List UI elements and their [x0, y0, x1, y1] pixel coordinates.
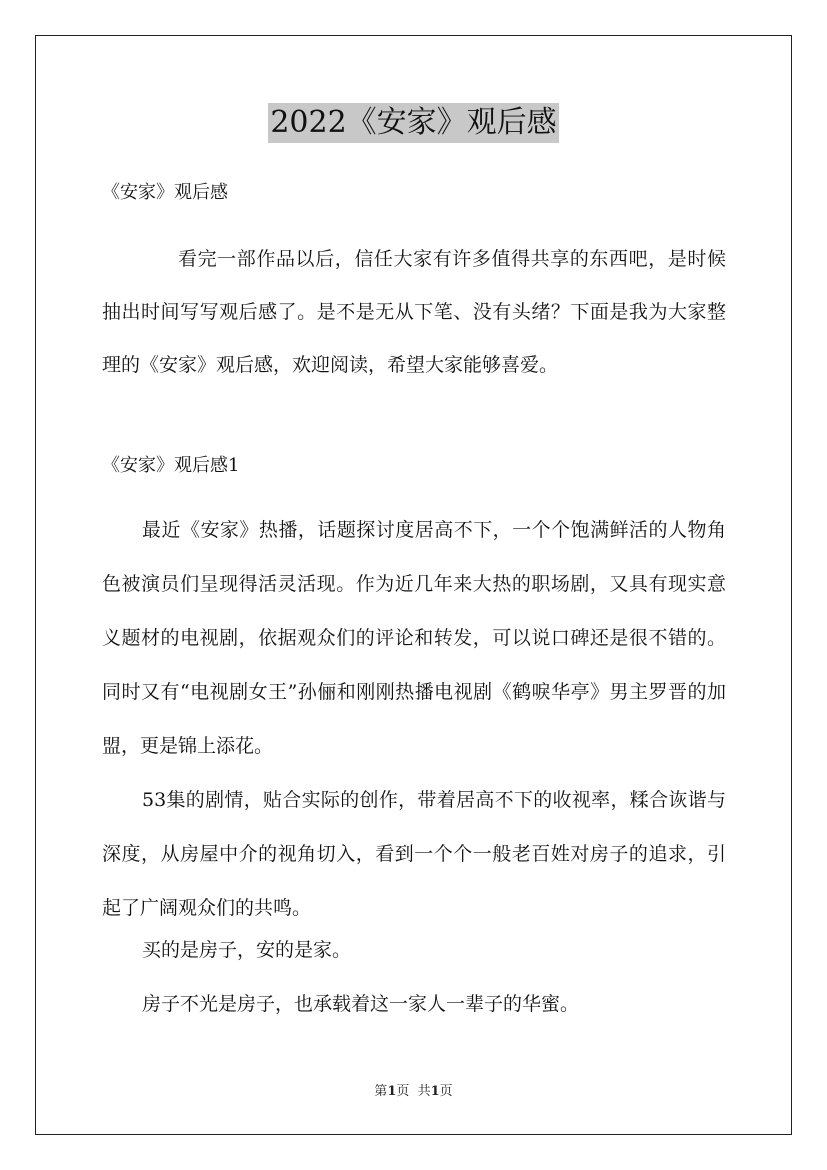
footer-page-prefix: 第 — [374, 1084, 388, 1099]
section1-paragraph-4: 房子不光是房子，也承载着这一家人一辈子的华蜜。 — [142, 993, 580, 1015]
section1-paragraph-3: 买的是房子，安的是家。 — [142, 939, 352, 961]
title-container — [0, 103, 827, 143]
section1-heading: 《安家》观后感1 — [102, 455, 240, 476]
page-footer — [0, 1083, 827, 1101]
intro-paragraph: 看完一部作品以后，信任大家有许多值得共享的东西吧，是时候抽出时间写写观后感了。是不是无从下笔、没有头绪？下面是我为大家整理的《安家》观后感，欢迎阅读，希望大家能够喜爱。 — [102, 248, 726, 376]
intro-heading: 《安家》观后感 — [102, 182, 228, 203]
footer-page-number: 1 — [387, 1084, 397, 1099]
section1-paragraph-1: 最近《安家》热播，话题探讨度居高不下，一个个饱满鲜活的人物角色被演员们呈现得活灵活现。作为近几年来大热的职场剧，又具有现实意义题材的电视剧，依据观众们的评论和转发，可以说口碑还是很不错的。同时又有“电视剧女王”孙俪和刚刚热播电视剧《鹤唳华亭》男主罗晋的加盟，更是锦上添花。 — [102, 519, 726, 757]
document-title: 2022《安家》观后感 — [268, 103, 558, 143]
footer-page-suffix: 页 — [439, 1084, 453, 1099]
footer-page-mid: 页 共 — [396, 1084, 431, 1099]
section1-paragraph-2: 53集的剧情，贴合实际的创作，带着居高不下的收视率，糅合诙谐与深度，从房屋中介的视角切入，看到一个个一般老百姓对房子的追求，引起了广阔观众们的共鸣。 — [102, 789, 726, 919]
footer-page-total: 1 — [430, 1084, 440, 1099]
